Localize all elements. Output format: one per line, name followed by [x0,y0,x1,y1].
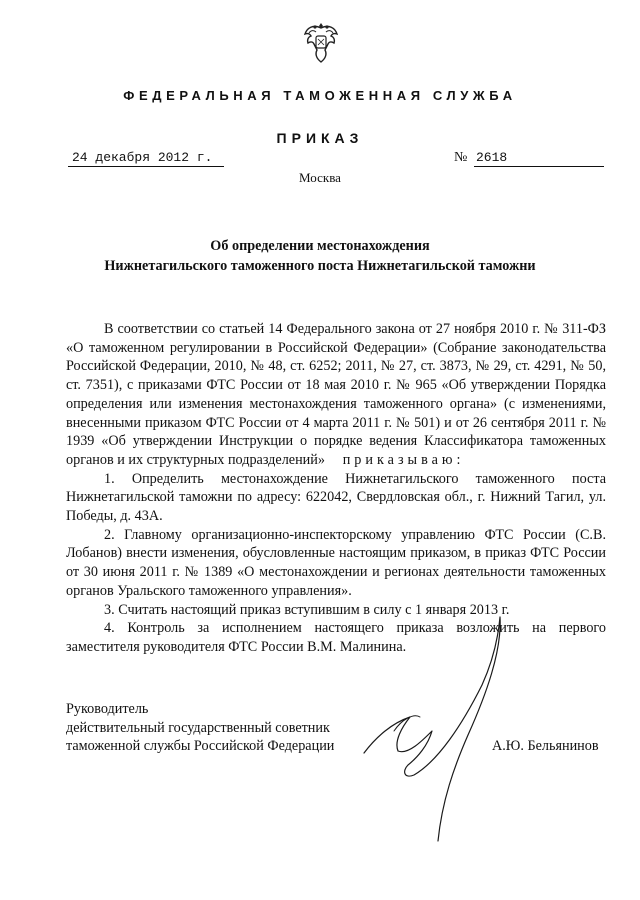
item-4: 4. Контроль за исполнением настоящего приказа возложить на первого заместителя руководителя ФТС России В.М. Малинина. [66,620,606,655]
signer-position [66,700,386,756]
item-3: 3. Считать настоящий приказ вступившим в силу с 1 января 2013 г. [104,601,510,618]
document-title [0,236,640,276]
document-number-label: № [454,150,468,165]
title-line-1: Об определении местонахождения [210,238,430,254]
agency-name: ФЕДЕРАЛЬНАЯ ТАМОЖЕННАЯ СЛУЖБА [123,88,517,103]
coat-of-arms-icon [303,20,339,64]
signer-name: А.Ю. Бельянинов [492,738,599,754]
decree-word: приказываю: [342,451,465,468]
item-2: 2. Главному организационно-инспекторскому управлению ФТС России (С.В. Лобанов) внести изменения, обусловленные настоящим приказом, в приказ ФТС России от 30 июня 2011 г. № 1389 «О местонахождении и регионах деятельности таможенных органов Уральского таможенного управления». [66,526,606,599]
preamble-text: В соответствии со статьей 14 Федерального закона от 27 ноября 2010 г. № 311-ФЗ «О таможенном регулировании в Российской Федерации» (Собрание законодательства Российской Федерации, 2010, № 48, ст. 6252; 2011, № 27, ст. 3873, № 29, ст. 4291, № 50, ст. 7351), с приказами ФТС России от 18 мая 2010 г. № 965 «Об утверждении Порядка определения или изменения местонахождения таможенного органа» (с изменениями, внесенными приказом ФТС России от 4 марта 2011 г. № 501) и от 26 сентября 2011 г. № 1939 «Об утверждении Инструкции о порядке ведения Классификатора таможенных органов и их структурных подразделений» [66,321,606,468]
document-city: Москва [299,170,341,185]
document-type: ПРИКАЗ [276,130,364,146]
position-line-2: действительный государственный советник [66,719,330,736]
position-line-3: таможенной службы Российской Федерации [66,738,335,755]
preamble-paragraph [66,320,606,470]
document-number: 2618 [474,150,604,167]
handwritten-signature-icon [358,605,538,845]
item-1: 1. Определить местонахождение Нижнетагильского таможенного поста Нижнетагильской таможни по адресу: 622042, Свердловская обл., г. Нижний Тагил, ул. Победы, д. 43А. [66,470,606,525]
position-line-1: Руководитель [66,701,149,717]
document-date: 24 декабря 2012 г. [68,150,224,167]
title-line-2: Нижнетагильского таможенного поста Нижнетагильской таможни [104,258,536,274]
